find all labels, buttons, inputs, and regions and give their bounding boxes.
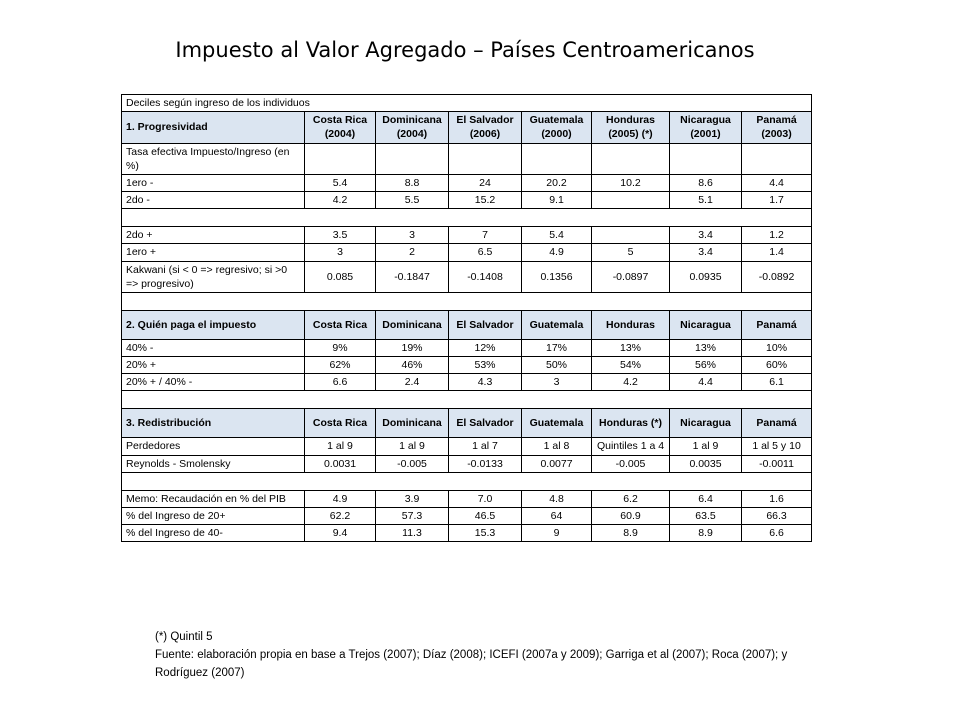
value-cell: 5.4 [522,227,592,244]
section-header-redistribucion [122,409,812,438]
value-cell: 4.2 [305,192,376,209]
value-cell: 4.4 [742,174,812,191]
value-cell: -0.005 [592,455,670,472]
column-header [449,112,522,143]
country-year: (2006) [469,128,501,141]
column-header: Dominicana [376,409,449,438]
row-label: 1ero - [122,174,305,191]
footnotes [155,629,795,682]
value-cell: 2 [376,244,449,261]
table-body [122,95,812,542]
table-row [122,374,812,391]
country-year: (2005) (*) [608,128,653,141]
empty-cell [122,292,812,310]
value-cell: 11.3 [376,525,449,542]
column-header [376,112,449,143]
value-cell: 10% [742,339,812,356]
value-cell: 7.0 [449,490,522,507]
value-cell: 46.5 [449,507,522,524]
column-header [670,112,742,143]
table-row [122,339,812,356]
value-cell: 1 al 7 [449,438,522,455]
value-cell: 6.2 [592,490,670,507]
country-year: (2004) [324,128,356,141]
section-header-quien-paga [122,310,812,339]
value-cell: 0.1356 [522,261,592,292]
table-row [122,525,812,542]
value-cell: 54% [592,357,670,374]
value-cell: 9 [522,525,592,542]
kakwani-row [122,261,812,292]
empty-cell [122,472,812,490]
empty-cell [376,143,449,174]
footnote-quintil: (*) Quintil 5 [155,631,213,643]
empty-cell [305,143,376,174]
value-cell: 24 [449,174,522,191]
row-label: % del Ingreso de 40- [122,525,305,542]
value-cell: 0.0031 [305,455,376,472]
row-label: 40% - [122,339,305,356]
country-name: Honduras [605,114,655,127]
column-header: Dominicana [376,310,449,339]
table-row [122,244,812,261]
value-cell: 15.3 [449,525,522,542]
table-row [122,357,812,374]
row-label: 20% + / 40% - [122,374,305,391]
value-cell: 6.5 [449,244,522,261]
blank-row [122,391,812,409]
table-row [122,143,812,174]
value-cell: 3.4 [670,244,742,261]
column-header: Honduras [592,310,670,339]
value-cell: 62.2 [305,507,376,524]
value-cell: 3 [376,227,449,244]
value-cell: 8.6 [670,174,742,191]
value-cell: 20.2 [522,174,592,191]
blank-row [122,292,812,310]
row-label: 1ero + [122,244,305,261]
section-label-quien-paga: 2. Quién paga el impuesto [122,310,305,339]
value-cell: 3.9 [376,490,449,507]
row-label: Memo: Recaudación en % del PIB [122,490,305,507]
empty-cell [742,143,812,174]
column-header [305,112,376,143]
value-cell: 5.5 [376,192,449,209]
value-cell: 46% [376,357,449,374]
value-cell: 13% [592,339,670,356]
value-cell: 1.2 [742,227,812,244]
value-cell: 6.1 [742,374,812,391]
footnote-source: Fuente: elaboración propia en base a Trejos (2007); Díaz (2008); ICEFI (2007a y 2009); Garriga et al (2007); Roca (2007); y Rodríguez (2007) [155,648,788,679]
value-cell: 63.5 [670,507,742,524]
section-label-progresividad: 1. Progresividad [122,112,305,143]
value-cell: 13% [670,339,742,356]
value-cell: 6.6 [305,374,376,391]
value-cell: 1 al 9 [670,438,742,455]
value-cell: -0.0892 [742,261,812,292]
column-header: Panamá [742,409,812,438]
column-header: El Salvador [449,310,522,339]
value-cell: 1 al 5 y 10 [742,438,812,455]
row-label: 20% + [122,357,305,374]
table-row [122,438,812,455]
column-header: Nicaragua [670,409,742,438]
row-label: Tasa efectiva Impuesto/Ingreso (en %) [122,143,305,174]
value-cell: Quintiles 1 a 4 [592,438,670,455]
country-year: (2004) [396,128,428,141]
value-cell [592,227,670,244]
country-year: (2003) [761,128,792,141]
country-name: Dominicana [382,114,442,127]
value-cell: 60% [742,357,812,374]
section-label-redistribucion: 3. Redistribución [122,409,305,438]
value-cell: 1 al 8 [522,438,592,455]
section-header-progresividad [122,112,812,143]
value-cell: 8.9 [592,525,670,542]
blank-row [122,472,812,490]
empty-cell [122,391,812,409]
value-cell: 3 [305,244,376,261]
value-cell: 56% [670,357,742,374]
column-header: Nicaragua [670,310,742,339]
empty-cell [670,143,742,174]
value-cell: 8.8 [376,174,449,191]
table-row [122,507,812,524]
value-cell: 50% [522,357,592,374]
row-label: 2do - [122,192,305,209]
country-year: (2000) [541,128,572,141]
table-row [122,490,812,507]
country-name: Panamá [756,114,797,127]
country-name: Costa Rica [312,114,368,127]
value-cell: 60.9 [592,507,670,524]
value-cell: 0.085 [305,261,376,292]
value-cell: 0.0935 [670,261,742,292]
value-cell: -0.0011 [742,455,812,472]
column-header: Panamá [742,310,812,339]
page-title: Impuesto al Valor Agregado – Países Centroamericanos [175,38,755,62]
value-cell: 5 [592,244,670,261]
vat-table [121,94,812,542]
value-cell: 57.3 [376,507,449,524]
country-year: (2001) [690,128,721,141]
value-cell [592,192,670,209]
table-row [122,192,812,209]
value-cell: 3.4 [670,227,742,244]
table-row [122,455,812,472]
country-name: Guatemala [529,114,584,127]
caption-row [122,95,812,112]
value-cell: 3 [522,374,592,391]
value-cell: 4.2 [592,374,670,391]
value-cell: 1.4 [742,244,812,261]
value-cell: 1.7 [742,192,812,209]
table-caption: Deciles según ingreso de los individuos [122,95,812,112]
value-cell: 1 al 9 [305,438,376,455]
value-cell: 1.6 [742,490,812,507]
column-header: Guatemala [522,409,592,438]
empty-cell [522,143,592,174]
value-cell: 53% [449,357,522,374]
value-cell: 5.1 [670,192,742,209]
value-cell: 8.9 [670,525,742,542]
value-cell: -0.0133 [449,455,522,472]
value-cell: 9% [305,339,376,356]
row-label: % del Ingreso de 20+ [122,507,305,524]
value-cell: 62% [305,357,376,374]
value-cell: 6.6 [742,525,812,542]
value-cell: 4.4 [670,374,742,391]
value-cell: 4.8 [522,490,592,507]
value-cell: 2.4 [376,374,449,391]
column-header [592,112,670,143]
value-cell: 4.9 [305,490,376,507]
value-cell: 64 [522,507,592,524]
empty-cell [122,209,812,227]
blank-row [122,209,812,227]
value-cell: 3.5 [305,227,376,244]
value-cell: 10.2 [592,174,670,191]
value-cell: 17% [522,339,592,356]
value-cell: 9.1 [522,192,592,209]
column-header: Costa Rica [305,310,376,339]
value-cell: 4.9 [522,244,592,261]
column-header: El Salvador [449,409,522,438]
value-cell: -0.1408 [449,261,522,292]
value-cell: 15.2 [449,192,522,209]
column-header: Honduras (*) [592,409,670,438]
row-label: Reynolds - Smolensky [122,455,305,472]
value-cell: -0.005 [376,455,449,472]
value-cell: 7 [449,227,522,244]
value-cell: 19% [376,339,449,356]
value-cell: 0.0077 [522,455,592,472]
value-cell: 4.3 [449,374,522,391]
value-cell: 66.3 [742,507,812,524]
empty-cell [449,143,522,174]
country-name: El Salvador [456,114,514,127]
value-cell: 0.0035 [670,455,742,472]
value-cell: 9.4 [305,525,376,542]
value-cell: 6.4 [670,490,742,507]
value-cell: 5.4 [305,174,376,191]
column-header: Costa Rica [305,409,376,438]
column-header [742,112,812,143]
column-header [522,112,592,143]
row-label: Perdedores [122,438,305,455]
row-label: Kakwani (si < 0 => regresivo; si >0 => progresivo) [122,261,305,292]
value-cell: -0.0897 [592,261,670,292]
table-row [122,227,812,244]
value-cell: 1 al 9 [376,438,449,455]
row-label: 2do + [122,227,305,244]
country-name: Nicaragua [680,114,731,127]
value-cell: -0.1847 [376,261,449,292]
empty-cell [592,143,670,174]
value-cell: 12% [449,339,522,356]
column-header: Guatemala [522,310,592,339]
table-row [122,174,812,191]
